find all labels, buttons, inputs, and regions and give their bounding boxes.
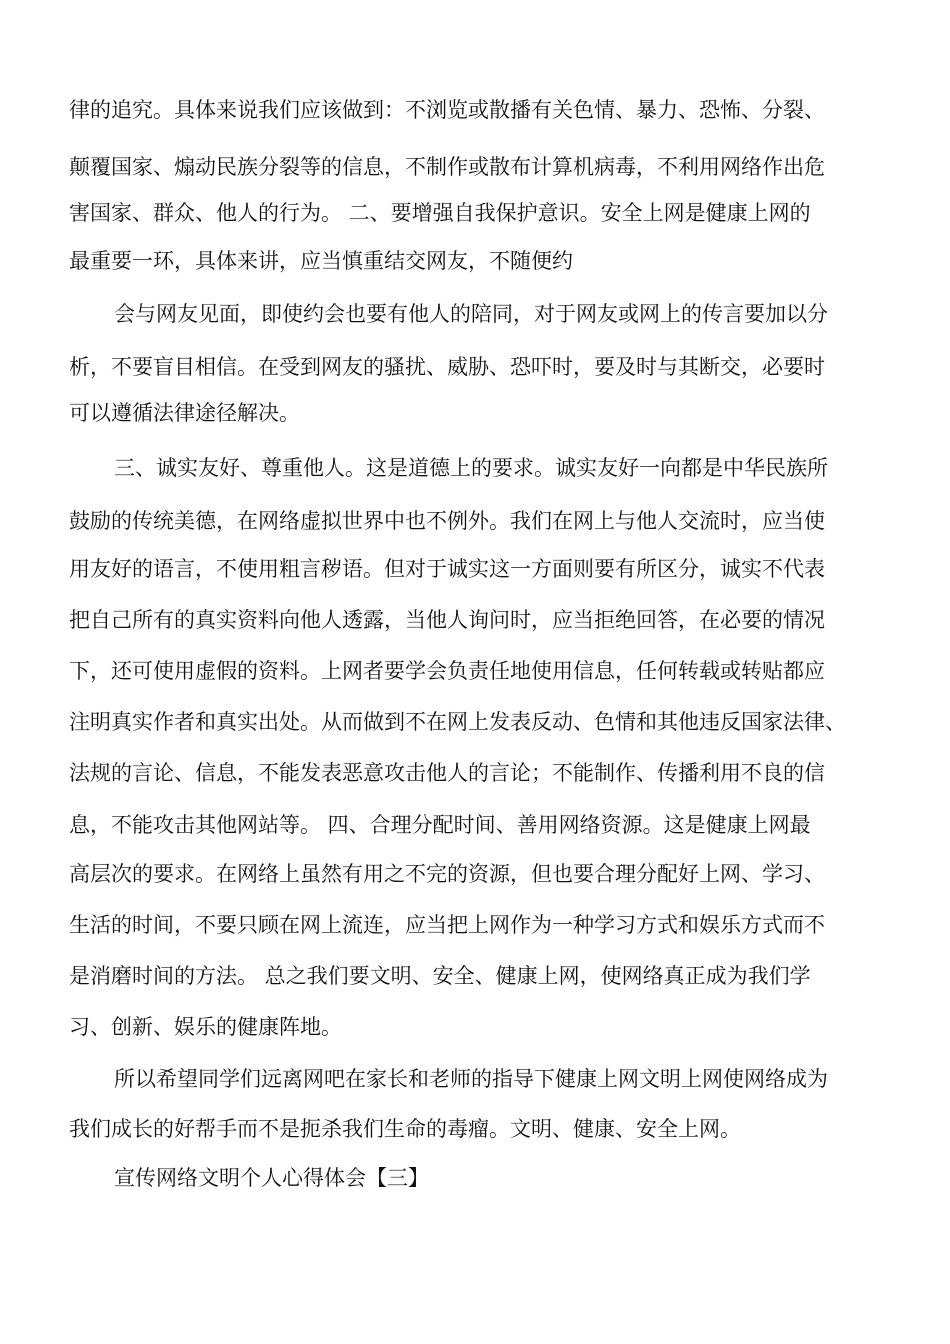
text-line: 可以遵循法律途径解决。 xyxy=(69,401,300,425)
text-line: 生活的时间，不要只顾在网上流连，应当把上网作为一种学习方式和娱乐方式而不 xyxy=(69,913,825,937)
text-line: 是消磨时间的方法。 总之我们要文明、安全、健康上网，使网络真正成为我们学 xyxy=(69,964,811,988)
text-line: 最重要一环，具体来讲，应当慎重结交网友，不随便约 xyxy=(69,249,573,273)
text-line: 我们成长的好帮手而不是扼杀我们生命的毒瘤。文明、健康、安全上网。 xyxy=(69,1117,741,1141)
text-line: 害国家、群众、他人的行为。 二、要增强自我保护意识。安全上网是健康上网的 xyxy=(69,201,811,225)
text-line: 习、创新、娱乐的健康阵地。 xyxy=(69,1015,342,1039)
text-line: 析，不要盲目相信。在受到网友的骚扰、威胁、恐吓时，要及时与其断交，必要时 xyxy=(69,355,825,379)
text-line: 会与网友见面，即使约会也要有他人的陪同，对于网友或网上的传言要加以分 xyxy=(114,302,828,326)
text-line: 法规的言论、信息，不能发表恶意攻击他人的言论；不能制作、传播利用不良的信 xyxy=(69,761,825,785)
text-line: 把自己所有的真实资料向他人透露，当他人询问时，应当拒绝回答，在必要的情况 xyxy=(69,608,825,632)
text-line: 颠覆国家、煽动民族分裂等的信息，不制作或散布计算机病毒，不利用网络作出危 xyxy=(69,155,825,179)
text-line: 息，不能攻击其他网站等。 四、合理分配时间、善用网络资源。这是健康上网最 xyxy=(69,813,811,837)
section-heading: 宣传网络文明个人心得体会【三】 xyxy=(114,1166,429,1190)
text-line: 用友好的语言，不使用粗言秽语。但对于诚实这一方面则要有所区分，诚实不代表 xyxy=(69,557,825,581)
text-line: 注明真实作者和真实出处。从而做到不在网上发表反动、色情和其他违反国家法律、 xyxy=(69,710,846,734)
text-line: 三、诚实友好、尊重他人。这是道德上的要求。诚实友好一向都是中华民族所 xyxy=(114,456,828,480)
text-line: 鼓励的传统美德，在网络虚拟世界中也不例外。我们在网上与他人交流时，应当使 xyxy=(69,509,825,533)
text-line: 律的追究。具体来说我们应该做到：不浏览或散播有关色情、暴力、恐怖、分裂、 xyxy=(69,98,825,122)
text-line: 所以希望同学们远离网吧在家长和老师的指导下健康上网文明上网使网络成为 xyxy=(114,1067,828,1091)
text-line: 高层次的要求。在网络上虽然有用之不完的资源，但也要合理分配好上网、学习、 xyxy=(69,862,825,886)
text-line: 下，还可使用虚假的资料。上网者要学会负责任地使用信息，任何转载或转贴都应 xyxy=(69,659,825,683)
